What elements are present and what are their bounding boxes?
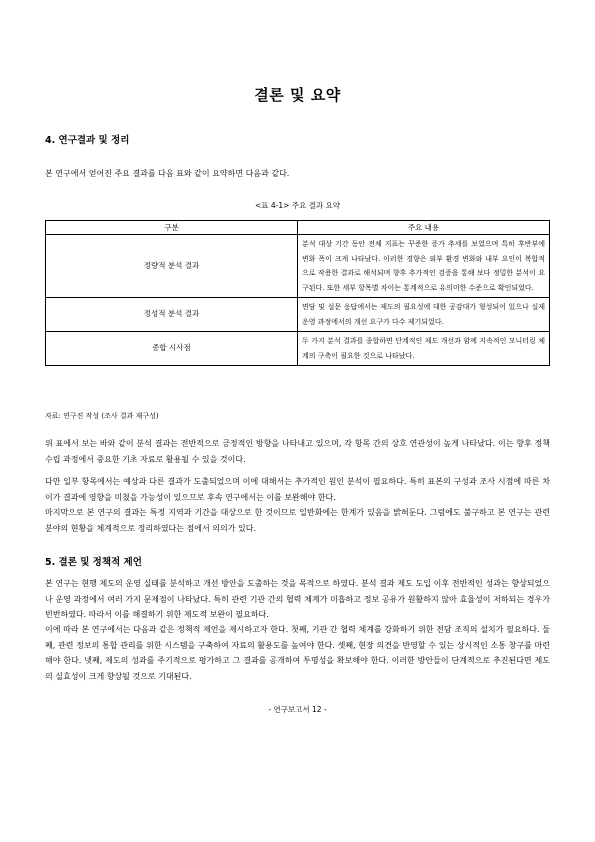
table-row-label: 종합 시사점 — [46, 332, 298, 366]
table-header-content: 주요 내용 — [298, 221, 550, 235]
table-row-content: 분석 대상 기간 동안 전체 지표는 꾸준한 증가 추세를 보였으며 특히 후반부에 변화 폭이 크게 나타났다. 이러한 경향은 외부 환경 변화와 내부 요인이 복합적으로 작용한 결과로 해석되며 향후 추가적인 검증을 통해 보다 정밀한 분석이 요구된다. 또한 세부 항목별 차이는 통계적으로 유의미한 수준으로 확인되었다. — [298, 235, 550, 298]
table-note: 자료: 연구진 작성 (조사 결과 재구성) — [45, 412, 159, 420]
table-row — [46, 332, 550, 366]
table-row-content: 면담 및 설문 응답에서는 제도의 필요성에 대한 공감대가 형성되어 있으나 실제 운영 과정에서의 개선 요구가 다수 제기되었다. — [298, 298, 550, 332]
paragraph: 마지막으로 본 연구의 결과는 특정 지역과 기간을 대상으로 한 것이므로 일반화에는 한계가 있음을 밝혀둔다. 그럼에도 불구하고 본 연구는 관련 분야의 현황을 체계적으로 정리하였다는 점에서 의의가 있다. — [45, 508, 550, 533]
paragraph: 위 표에서 보는 바와 같이 분석 결과는 전반적으로 긍정적인 방향을 나타내고 있으며, 각 항목 간의 상호 연관성이 높게 나타났다. 이는 향후 정책 수립 과정에서 중요한 기초 자료로 활용될 수 있을 것이다. — [45, 439, 550, 464]
table-header-row — [46, 221, 550, 235]
results-table — [45, 220, 550, 366]
table-caption: <표 4-1> 주요 결과 요약 — [254, 201, 341, 210]
section-heading-1: 4. 연구결과 및 정리 — [45, 135, 130, 146]
section-heading-2: 5. 결론 및 정책적 제언 — [45, 557, 142, 568]
paragraph: 이에 따라 본 연구에서는 다음과 같은 정책적 제언을 제시하고자 한다. 첫째, 기관 간 협력 체계를 강화하기 위한 전담 조직의 설치가 필요하다. 둘째, 관련 정보의 통합 관리를 위한 시스템을 구축하여 자료의 활용도를 높여야 한다. 셋째, 현장 의견을 반영할 수 있는 상시적인 소통 창구를 마련해야 한다. 넷째, 제도의 성과를 주기적으로 평가하고 그 결과를 공개하여 투명성을 확보해야 한다. 이러한 방안들이 단계적으로 추진된다면 제도의 실효성이 크게 향상될 것으로 기대된다. — [45, 625, 550, 681]
page-footer: - 연구보고서 12 - — [268, 705, 327, 714]
table-row-label: 정성적 분석 결과 — [46, 298, 298, 332]
paragraph: 다만 일부 항목에서는 예상과 다른 결과가 도출되었으며 이에 대해서는 추가적인 원인 분석이 필요하다. 특히 표본의 구성과 조사 시점에 따른 차이가 결과에 영향을 미쳤을 가능성이 있으므로 후속 연구에서는 이를 보완해야 한다. — [45, 477, 550, 502]
section1-intro: 본 연구에서 얻어진 주요 결과를 다음 표와 같이 요약하면 다음과 같다. — [45, 169, 290, 178]
document-title: 결론 및 요약 — [254, 86, 341, 104]
table-row-label: 정량적 분석 결과 — [46, 235, 298, 298]
table-header-category: 구분 — [46, 221, 298, 235]
paragraph: 본 연구는 현행 제도의 운영 실태를 분석하고 개선 방안을 도출하는 것을 목적으로 하였다. 분석 결과 제도 도입 이후 전반적인 성과는 향상되었으나 운영 과정에서 여러 가지 문제점이 나타났다. 특히 관련 기관 간의 협력 체계가 미흡하고 정보 공유가 원활하지 않아 효율성이 저하되는 경우가 빈번하였다. 따라서 이를 해결하기 위한 제도적 보완이 필요하다. — [45, 579, 550, 619]
table-row — [46, 298, 550, 332]
table-row — [46, 235, 550, 298]
table-row-content: 두 가지 분석 결과를 종합하면 단계적인 제도 개선과 함께 지속적인 모니터링 체계의 구축이 필요한 것으로 나타났다. — [298, 332, 550, 366]
